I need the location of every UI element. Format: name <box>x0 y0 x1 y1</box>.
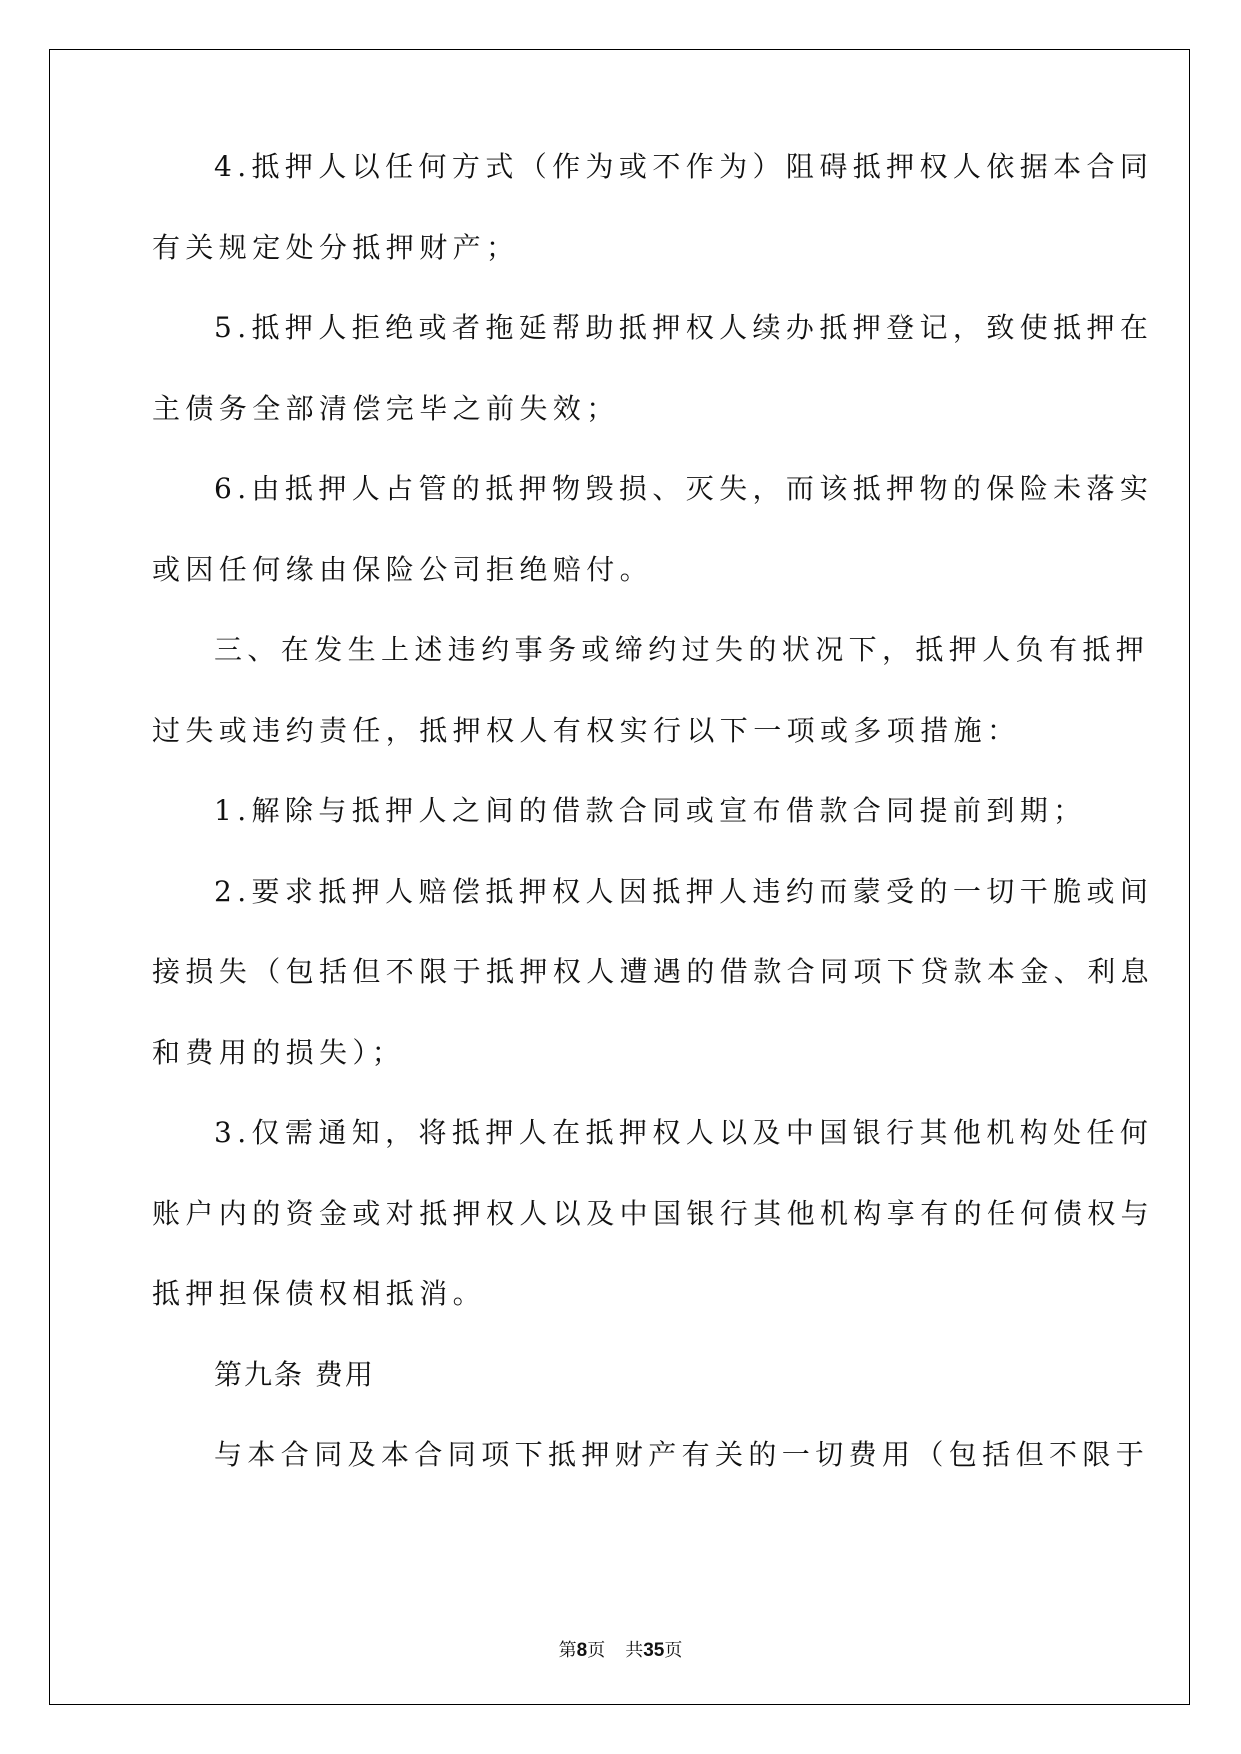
page-number: 8 <box>576 1640 588 1661</box>
total-suffix: 页 <box>664 1640 683 1661</box>
paragraph-line: 账户内的资金或对抵押权人以及中国银行其他机构享有的任何债权与 <box>152 1196 1155 1230</box>
paragraph-line: 接损失（包括但不限于抵押权人遭遇的借款合同项下贷款本金、利息 <box>152 955 1155 988</box>
paragraph-line: 抵押担保债权相抵消。 <box>152 1277 487 1310</box>
page-suffix: 页 <box>587 1640 606 1661</box>
page-prefix: 第 <box>558 1640 577 1661</box>
page-footer <box>0 1636 1241 1662</box>
paragraph-line: 过失或违约责任，抵押权人有权实行以下一项或多项措施： <box>152 713 1021 747</box>
paragraph-line: 有关规定处分抵押财产； <box>152 230 520 264</box>
document-body <box>152 150 1155 1522</box>
section-heading: 第九条 费用 <box>214 1357 375 1391</box>
paragraph-line: 与本合同及本合同项下抵押财产有关的一切费用（包括但不限于 <box>214 1438 1150 1471</box>
paragraph-line: 和费用的损失）； <box>152 1035 406 1069</box>
total-pages: 35 <box>643 1640 665 1661</box>
paragraph-line: 5.抵押人拒绝或者拖延帮助抵押权人续办抵押登记，致使抵押在 <box>214 311 1154 344</box>
paragraph-line: 三、在发生上述违约事务或缔约过失的状况下，抵押人负有抵押 <box>214 633 1150 666</box>
paragraph-line: 4.抵押人以任何方式（作为或不作为）阻碍抵押权人依据本合同 <box>214 150 1154 183</box>
paragraph-line: 2.要求抵押人赔偿抵押权人因抵押人违约而蒙受的一切干脆或间 <box>214 874 1154 908</box>
paragraph-line: 主债务全部清偿完毕之前失效； <box>152 391 620 425</box>
paragraph-line: 1.解除与抵押人之间的借款合同或宣布借款合同提前到期； <box>214 794 1087 827</box>
paragraph-line: 3.仅需通知，将抵押人在抵押权人以及中国银行其他机构处任何 <box>214 1116 1154 1149</box>
paragraph-line: 或因任何缘由保险公司拒绝赔付。 <box>152 552 654 586</box>
paragraph-line: 6.由抵押人占管的抵押物毁损、灭失，而该抵押物的保险未落实 <box>214 472 1154 505</box>
total-prefix: 共 <box>625 1640 644 1661</box>
